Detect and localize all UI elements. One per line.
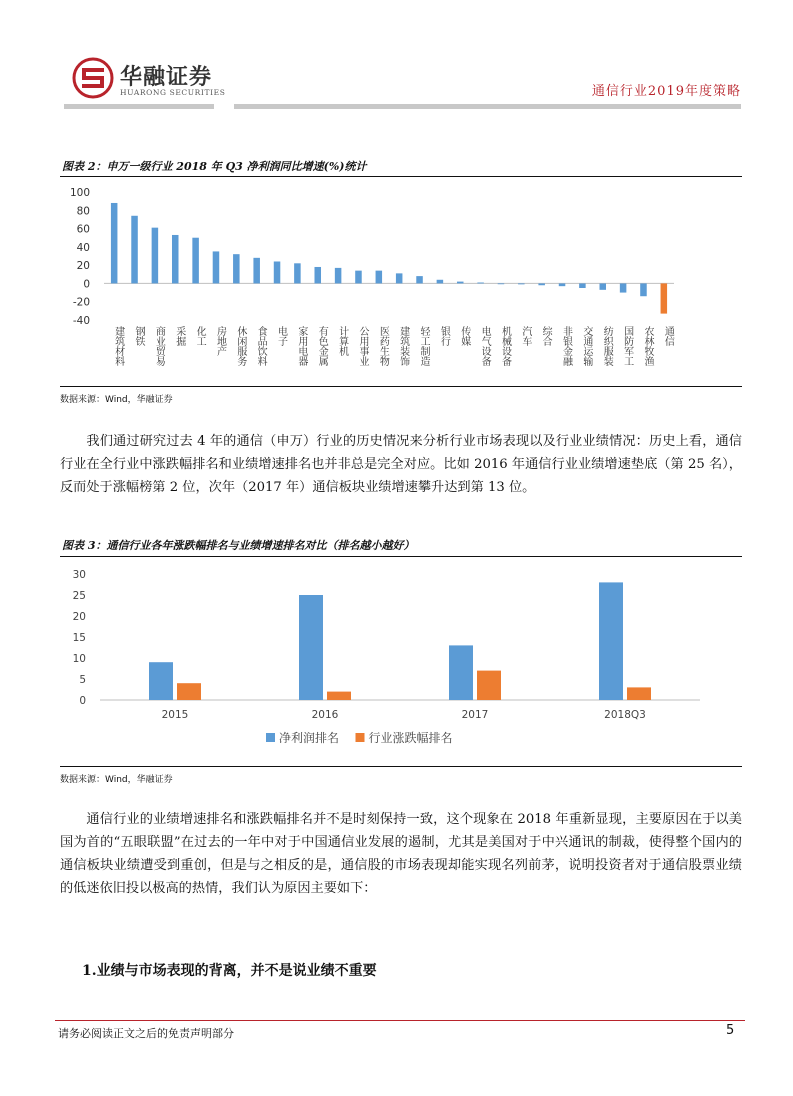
bar-2018Q3-净利润排名 <box>599 582 623 700</box>
figure3-title: 图表 3：通信行业各年涨跌幅排名与业绩增速排名对比（排名越小越好） <box>62 539 415 552</box>
category-label: 家用电器 <box>295 326 307 366</box>
report-title: 通信行业2019年度策略 <box>591 84 741 99</box>
bar-非银金融 <box>559 283 566 286</box>
bar-2016-行业涨跌幅排名 <box>327 692 351 700</box>
category-label: 汽车 <box>519 326 531 346</box>
y-tick-label: 10 <box>72 653 86 665</box>
y-tick-label: 20 <box>76 260 90 273</box>
category-label: 国防军工 <box>621 326 633 366</box>
category-label: 2018Q3 <box>604 709 646 721</box>
section-heading: 1.业绩与市场表现的背离，并不是说业绩不重要 <box>82 963 377 979</box>
category-label: 综合 <box>540 326 552 346</box>
figure3-top-rule <box>60 556 742 557</box>
y-tick-label: 0 <box>83 278 90 291</box>
category-label: 非银金融 <box>560 326 572 366</box>
figure2-top-rule <box>60 176 742 177</box>
bar-2017-行业涨跌幅排名 <box>477 671 501 700</box>
bar-电子 <box>274 261 281 283</box>
figure3-bar-chart <box>60 562 742 762</box>
page-number: 5 <box>726 1023 735 1038</box>
body-paragraph-2 <box>60 808 742 900</box>
category-label: 纺织服装 <box>601 326 613 366</box>
category-label: 食品饮料 <box>255 326 267 366</box>
y-tick-label: 5 <box>79 674 86 686</box>
bar-银行 <box>437 280 444 284</box>
y-tick-label: 0 <box>79 695 86 707</box>
bar-轻工制造 <box>416 276 423 283</box>
figure2-source: 数据来源：Wind，华融证券 <box>60 395 173 405</box>
figure3-bottom-rule <box>60 766 742 767</box>
company-logo <box>72 57 114 99</box>
figure2-bar-chart <box>60 180 742 380</box>
y-tick-label: 30 <box>72 569 86 581</box>
bar-房地产 <box>213 251 220 283</box>
category-label: 化工 <box>194 326 206 346</box>
y-tick-label: 15 <box>72 632 86 644</box>
category-label: 建筑装饰 <box>397 326 409 366</box>
y-tick-label: 40 <box>76 241 90 254</box>
category-label: 商业贸易 <box>153 326 165 366</box>
body-paragraph-1 <box>60 430 742 499</box>
bar-建筑材料 <box>111 203 118 283</box>
bar-交通运输 <box>579 283 586 288</box>
legend-swatch <box>266 733 275 742</box>
category-label: 传媒 <box>458 326 470 346</box>
paragraph-2-text: 通信行业的业绩增速排名和涨跌幅排名并不是时刻保持一致，这个现象在 2018 年重新显现，主要原因在于以美国为首的“五眼联盟”在过去的一年中对于中国通信业发展的遏制，尤其是美国对于中兴通讯的制裁，使得整个国内的通信板块业绩遭受到重创，但是与之相反的是，通信股的市场表现却能实现名列前茅，说明投资者对于通信股票业绩的低迷依旧投以极高的热情，我们认为原因主要如下： <box>60 812 742 896</box>
category-label: 采掘 <box>173 326 185 346</box>
footer-rule <box>55 1020 745 1021</box>
legend-swatch <box>356 733 365 742</box>
bar-国防军工 <box>620 283 627 292</box>
legend-label: 净利润排名 <box>279 731 340 745</box>
bar-公用事业 <box>355 271 362 284</box>
bar-机械设备 <box>498 283 505 284</box>
bar-电气设备 <box>477 283 484 284</box>
category-label: 机械设备 <box>499 326 511 366</box>
company-name-cn: 华融证券 <box>120 64 213 90</box>
category-label: 医药生物 <box>377 326 389 366</box>
figure2-bottom-rule <box>60 386 742 387</box>
bar-2018Q3-行业涨跌幅排名 <box>627 687 651 700</box>
category-label: 房地产 <box>214 326 226 356</box>
legend-label: 行业涨跌幅排名 <box>368 731 453 745</box>
bar-计算机 <box>335 268 342 284</box>
y-tick-label: -20 <box>72 296 90 309</box>
bar-钢铁 <box>131 216 138 284</box>
bar-通信 <box>661 283 668 313</box>
y-tick-label: 100 <box>69 187 90 199</box>
bar-2016-净利润排名 <box>299 595 323 700</box>
bar-综合 <box>538 283 545 285</box>
logo-emblem-icon <box>72 57 114 99</box>
figure2-title: 图表 2：申万一级行业 2018 年 Q3 净利润同比增速(%)统计 <box>62 160 367 173</box>
bar-2015-行业涨跌幅排名 <box>177 683 201 700</box>
bar-家用电器 <box>294 263 301 283</box>
category-label: 2015 <box>161 709 189 721</box>
header-rule-left <box>64 104 214 109</box>
category-label: 电子 <box>275 326 287 346</box>
bar-休闲服务 <box>233 254 240 283</box>
category-label: 农林牧渔 <box>641 326 653 366</box>
y-tick-label: 20 <box>72 611 86 623</box>
paragraph-1-text: 我们通过研究过去 4 年的通信（申万）行业的历史情况来分析行业市场表现以及行业业绩情况：历史上看，通信行业在全行业中涨跌幅排名和业绩增速排名也并非总是完全对应。比如 2016 年通信行业业绩增速垫底（第 25 名），反而处于涨幅榜第 2 位，次年（2017 年）通信板块业绩增速攀升达到第 13 位。 <box>60 434 742 495</box>
bar-有色金属 <box>314 267 321 283</box>
category-label: 通信 <box>662 326 674 346</box>
category-label: 电气设备 <box>479 326 491 366</box>
figure3-source: 数据来源：Wind，华融证券 <box>60 775 173 785</box>
category-label: 银行 <box>438 326 450 346</box>
category-label: 计算机 <box>336 326 348 356</box>
category-label: 休闲服务 <box>234 326 246 366</box>
bar-化工 <box>192 238 199 284</box>
y-tick-label: 25 <box>72 590 86 602</box>
bar-2017-净利润排名 <box>449 645 473 700</box>
bar-2015-净利润排名 <box>149 662 173 700</box>
category-label: 交通运输 <box>580 326 592 366</box>
company-name-en: HUARONG SECURITIES <box>120 88 226 97</box>
y-tick-label: 60 <box>76 223 90 236</box>
bar-农林牧渔 <box>640 283 647 296</box>
bar-医药生物 <box>376 271 383 284</box>
y-tick-label: 80 <box>76 205 90 218</box>
bar-采掘 <box>172 235 179 283</box>
header-rule-right <box>234 104 741 109</box>
bar-建筑装饰 <box>396 273 403 283</box>
bar-纺织服装 <box>599 283 606 289</box>
bar-食品饮料 <box>253 258 260 284</box>
category-label: 建筑材料 <box>112 326 124 366</box>
bar-汽车 <box>518 283 525 284</box>
y-tick-label: -40 <box>72 315 90 327</box>
category-label: 2017 <box>461 709 489 721</box>
category-label: 钢铁 <box>133 326 145 346</box>
bar-传媒 <box>457 282 464 284</box>
category-label: 轻工制造 <box>418 326 430 366</box>
category-label: 公用事业 <box>356 326 368 366</box>
category-label: 有色金属 <box>316 326 328 366</box>
bar-商业贸易 <box>152 228 159 284</box>
category-label: 2016 <box>311 709 339 721</box>
footer-disclaimer: 请务必阅读正文之后的免责声明部分 <box>58 1027 234 1040</box>
